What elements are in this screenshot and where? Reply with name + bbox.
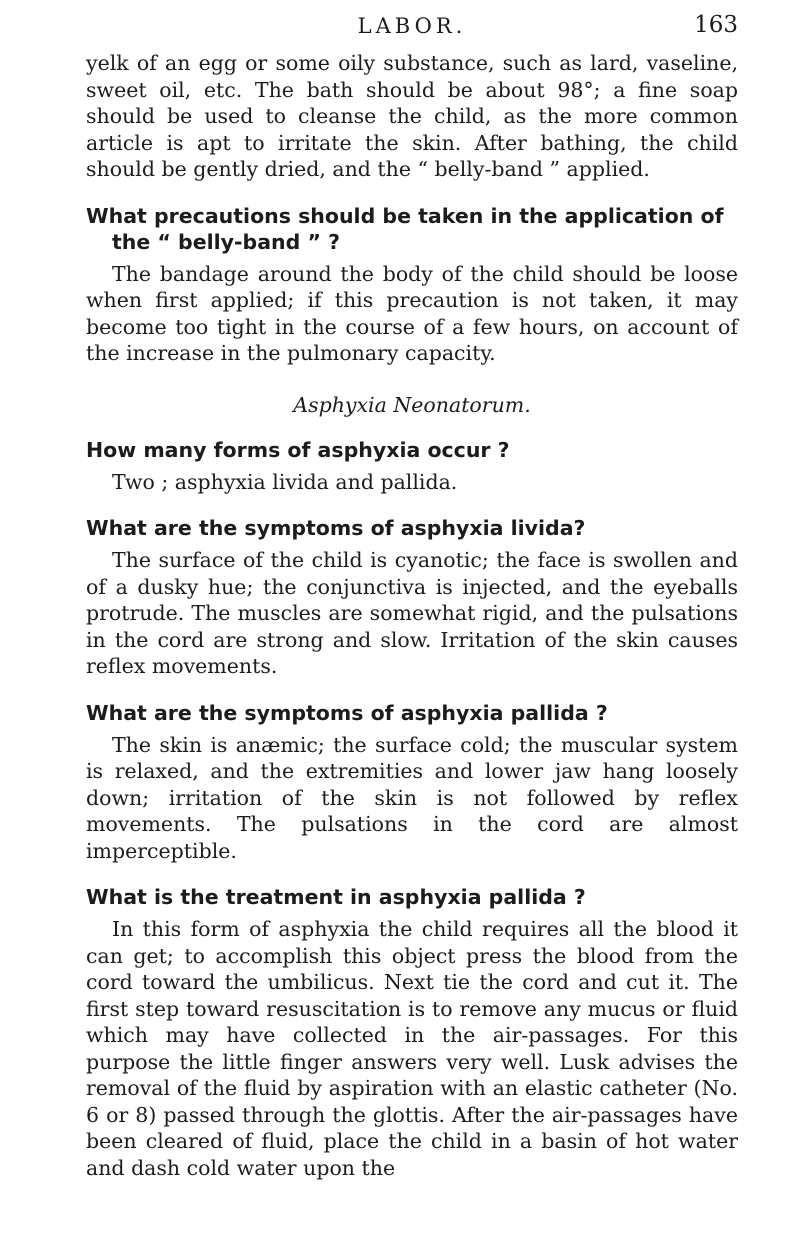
- intro-paragraph: yelk of an egg or some oily substance, such as lard, vaseline, sweet oil, etc. The bath should be about 98°; a fine soap should be used to cleanse the child, as the more common article is apt to irritate the skin. After bathing, the child should be gently dried, and the “ belly-band ” applied.: [86, 51, 738, 181]
- question-livida: What are the symptoms of asphyxia livida?: [86, 516, 586, 540]
- question-treatment: What is the treatment in asphyxia pallida ?: [86, 885, 586, 909]
- question-pallida: What are the symptoms of asphyxia pallida ?: [86, 700, 608, 725]
- page-number: 163: [694, 12, 738, 38]
- answer-belly-band: The bandage around the body of the child should be loose when first applied; if this precaution is not taken, it may become too tight in the course of a few hours, on account of the increase in the pulmonary capacity.: [86, 261, 738, 365]
- question-belly-band: What precautions should be taken in the application of the “ belly-band ” ?: [86, 203, 724, 254]
- question-forms: How many forms of asphyxia occur ?: [86, 437, 510, 462]
- answer-livida: The surface of the child is cyanotic; the face is swollen and of a dusky hue; the conjunctiva is injected, and the eyeballs protrude. The muscles are somewhat rigid, and the pulsations in the cord are strong and slow. Irritation of the skin causes reflex movements.: [86, 548, 738, 678]
- running-title: LABOR.: [357, 14, 467, 38]
- answer-treatment: In this form of asphyxia the child requires all the blood it can get; to accomplish this object press the blood from the cord toward the umbilicus. Next tie the cord and cut it. The first step toward resuscitation is to remove any mucus or fluid which may have collected in the air-passages. For this purpose the little finger answers very well. Lusk advises the removal of the fluid by aspiration with an elastic catheter (No. 6 or 8) passed through the glottis. After the air-passages have been cleared of fluid, place the child in a basin of hot water and dash cold water upon the: [86, 917, 738, 1180]
- section-heading: Asphyxia Neonatorum.: [293, 392, 531, 417]
- answer-forms: Two ; asphyxia livida and pallida.: [112, 469, 458, 494]
- running-head: [86, 0, 738, 50]
- answer-pallida: The skin is anæmic; the surface cold; the muscular system is relaxed, and the extremities and lower jaw hang loosely down; irritation of the skin is not followed by reflex movements. The pulsations in the cord are almost imperceptible.: [86, 732, 738, 863]
